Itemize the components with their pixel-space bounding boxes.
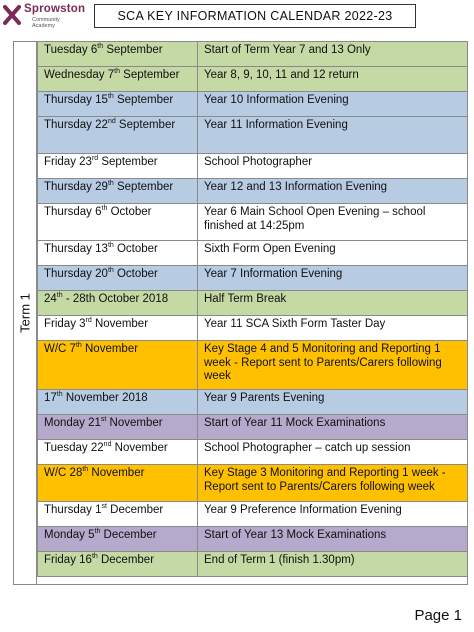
date-cell bbox=[38, 42, 198, 67]
date-text: Thursday 20 bbox=[44, 268, 108, 280]
date-ordinal: st bbox=[101, 503, 107, 511]
date-text: W/C 7 bbox=[44, 343, 76, 355]
event-cell: Sixth Form Open Evening bbox=[198, 241, 468, 266]
date-ordinal: rd bbox=[91, 155, 99, 163]
logo-name: Sprowston bbox=[24, 3, 86, 15]
page-number: Page 1 bbox=[414, 607, 462, 624]
date-month: October bbox=[107, 206, 152, 218]
calendar-table bbox=[37, 41, 468, 577]
date-ordinal: th bbox=[107, 93, 114, 101]
calendar-row bbox=[38, 440, 468, 465]
calendar-row bbox=[38, 341, 468, 390]
date-ordinal: th bbox=[107, 267, 114, 275]
date-text: Thursday 29 bbox=[44, 181, 108, 193]
date-month: September bbox=[113, 94, 174, 106]
calendar-row bbox=[38, 291, 468, 316]
event-cell: Year 10 Information Evening bbox=[198, 92, 468, 117]
date-ordinal: rd bbox=[85, 317, 92, 325]
date-cell bbox=[38, 117, 198, 154]
date-month: December bbox=[97, 554, 155, 566]
calendar-row bbox=[38, 390, 468, 415]
term-column bbox=[13, 41, 37, 585]
date-cell bbox=[38, 415, 198, 440]
event-cell: Key Stage 3 Monitoring and Reporting 1 week - Report sent to Parents/Carers following week bbox=[198, 465, 468, 502]
date-month: November 2018 bbox=[62, 392, 148, 404]
date-text: Thursday 15 bbox=[44, 94, 108, 106]
date-ordinal: th bbox=[97, 43, 104, 51]
date-ordinal: nd bbox=[107, 118, 116, 126]
event-cell: Year 11 Information Evening bbox=[198, 117, 468, 154]
date-month: November bbox=[106, 417, 163, 429]
calendar-row bbox=[38, 415, 468, 440]
date-month: November bbox=[111, 442, 168, 454]
date-cell bbox=[38, 291, 198, 316]
logo-cross-icon bbox=[2, 4, 22, 26]
date-text: Thursday 22 bbox=[44, 119, 108, 131]
date-month: September bbox=[119, 69, 180, 81]
calendar-row bbox=[38, 241, 468, 266]
calendar-body bbox=[38, 42, 468, 577]
date-ordinal: th bbox=[107, 180, 114, 188]
date-ordinal: th bbox=[75, 342, 82, 350]
date-ordinal: st bbox=[100, 416, 107, 424]
date-month: December bbox=[106, 504, 164, 516]
date-text: Wednesday 7 bbox=[44, 69, 115, 81]
calendar-row bbox=[38, 502, 468, 527]
date-text: Tuesday 6 bbox=[44, 44, 98, 56]
date-ordinal: th bbox=[91, 553, 98, 561]
date-cell bbox=[38, 154, 198, 179]
term-label: Term 1 bbox=[17, 293, 33, 333]
date-month: September bbox=[98, 156, 158, 168]
event-cell: Start of Year 13 Mock Examinations bbox=[198, 527, 468, 552]
event-cell: Key Stage 4 and 5 Monitoring and Reporting 1 week - Report sent to Parents/Carers following week bbox=[198, 341, 468, 390]
calendar-row bbox=[38, 465, 468, 502]
calendar-row bbox=[38, 117, 468, 154]
event-cell: Start of Year 11 Mock Examinations bbox=[198, 415, 468, 440]
date-cell bbox=[38, 502, 198, 527]
page-title: SCA KEY INFORMATION CALENDAR 2022-23 bbox=[94, 4, 416, 28]
school-logo bbox=[2, 2, 86, 29]
date-month: November bbox=[91, 318, 149, 330]
calendar-row bbox=[38, 154, 468, 179]
event-cell: Year 9 Parents Evening bbox=[198, 390, 468, 415]
logo-subtitle: Community Academy bbox=[32, 17, 60, 29]
date-text: Tuesday 22 bbox=[44, 442, 104, 454]
calendar-row bbox=[38, 316, 468, 341]
date-month: November bbox=[88, 467, 145, 479]
date-ordinal: nd bbox=[103, 441, 112, 449]
date-ordinal: th bbox=[101, 205, 108, 213]
date-text: 24 bbox=[44, 293, 57, 305]
date-month: September bbox=[115, 119, 176, 131]
date-ordinal: th bbox=[82, 466, 89, 474]
date-month: October bbox=[113, 243, 158, 255]
event-cell: Start of Term Year 7 and 13 Only bbox=[198, 42, 468, 67]
date-cell bbox=[38, 67, 198, 92]
date-text: Friday 23 bbox=[44, 156, 92, 168]
date-cell bbox=[38, 440, 198, 465]
date-cell bbox=[38, 316, 198, 341]
event-cell: End of Term 1 (finish 1.30pm) bbox=[198, 552, 468, 577]
date-ordinal: th bbox=[56, 292, 63, 300]
event-cell: Half Term Break bbox=[198, 291, 468, 316]
date-cell bbox=[38, 465, 198, 502]
date-text: Monday 21 bbox=[44, 417, 101, 429]
event-cell: Year 6 Main School Open Evening – school finished at 14:25pm bbox=[198, 204, 468, 241]
event-cell: Year 12 and 13 Information Evening bbox=[198, 179, 468, 204]
date-month: October bbox=[113, 268, 158, 280]
date-text: Friday 16 bbox=[44, 554, 92, 566]
event-cell: School Photographer bbox=[198, 154, 468, 179]
date-cell bbox=[38, 204, 198, 241]
date-cell bbox=[38, 92, 198, 117]
event-cell: Year 8, 9, 10, 11 and 12 return bbox=[198, 67, 468, 92]
date-cell bbox=[38, 179, 198, 204]
date-text: 17 bbox=[44, 392, 57, 404]
event-cell: Year 7 Information Evening bbox=[198, 266, 468, 291]
date-ordinal: th bbox=[56, 391, 63, 399]
date-text: Thursday 13 bbox=[44, 243, 108, 255]
calendar-row bbox=[38, 266, 468, 291]
date-cell bbox=[38, 527, 198, 552]
date-cell bbox=[38, 266, 198, 291]
date-text: Thursday 1 bbox=[44, 504, 102, 516]
date-ordinal: th bbox=[107, 242, 114, 250]
date-ordinal: th bbox=[114, 68, 120, 76]
date-text: Thursday 6 bbox=[44, 206, 102, 218]
date-cell bbox=[38, 341, 198, 390]
date-cell bbox=[38, 241, 198, 266]
date-ordinal: th bbox=[94, 528, 101, 536]
date-text: Friday 3 bbox=[44, 318, 86, 330]
date-cell bbox=[38, 552, 198, 577]
calendar-row bbox=[38, 42, 468, 67]
calendar-row bbox=[38, 179, 468, 204]
event-cell: Year 11 SCA Sixth Form Taster Day bbox=[198, 316, 468, 341]
date-month: November bbox=[81, 343, 139, 355]
date-text: Monday 5 bbox=[44, 529, 95, 541]
event-cell: Year 9 Preference Information Evening bbox=[198, 502, 468, 527]
calendar-row bbox=[38, 204, 468, 241]
date-month: December bbox=[100, 529, 157, 541]
date-cell bbox=[38, 390, 198, 415]
calendar-row bbox=[38, 67, 468, 92]
event-cell: School Photographer – catch up session bbox=[198, 440, 468, 465]
calendar-row bbox=[38, 527, 468, 552]
calendar-row bbox=[38, 552, 468, 577]
date-text: W/C 28 bbox=[44, 467, 83, 479]
date-month: September bbox=[103, 44, 163, 56]
date-month: September bbox=[113, 181, 174, 193]
calendar-row bbox=[38, 92, 468, 117]
date-month: - 28th October 2018 bbox=[62, 293, 169, 305]
